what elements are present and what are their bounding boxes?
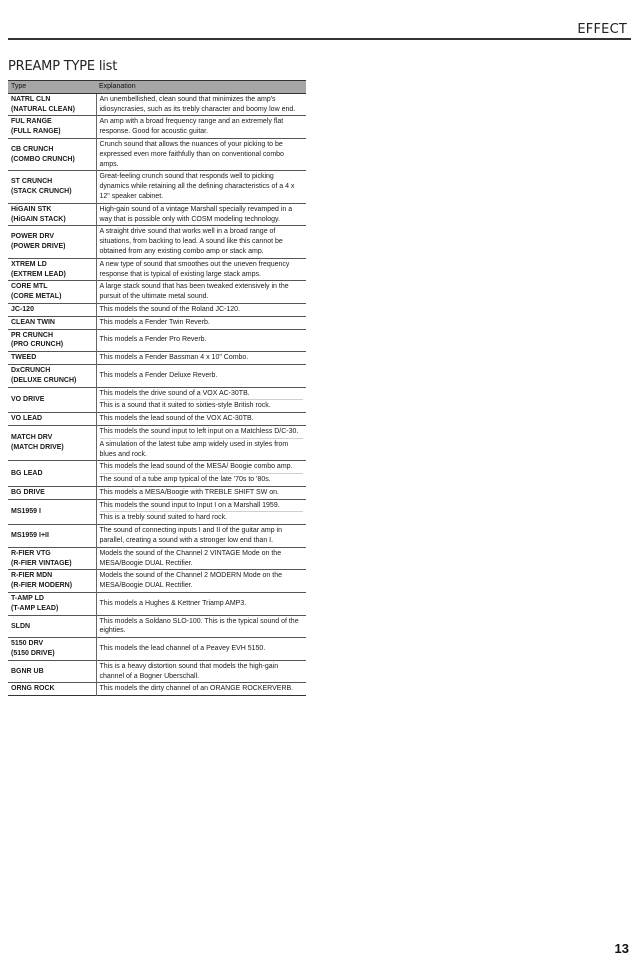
- explanation-text: This models a Fender Pro Reverb.: [99, 336, 207, 344]
- type-name: JC-120: [11, 305, 34, 313]
- type-name: MS1959 I: [11, 508, 41, 516]
- type-cell: [8, 570, 96, 593]
- table-body: [8, 93, 306, 695]
- type-name: VO LEAD: [11, 415, 43, 423]
- table-row: [8, 303, 306, 316]
- type-name: BGNR UB: [11, 667, 44, 675]
- table-row: [8, 258, 306, 281]
- type-name: HiGAIN STK: [11, 205, 52, 213]
- explanation-cell: [96, 352, 306, 365]
- explanation-text: This models the drive sound of a VOX AC-30TB.: [99, 389, 250, 397]
- explanation-text: Crunch sound that allows the nuances of your picking to be expressed even more faithfully than on conventional combo amps.: [99, 140, 284, 168]
- type-name: T-AMP LD: [11, 595, 44, 603]
- type-cell: [8, 281, 96, 304]
- explanation-text: This models the dirty channel of an ORANGE ROCKERVERB.: [99, 685, 294, 693]
- explanation-text: This models the sound of the Roland JC-120.: [99, 305, 240, 313]
- type-cell: [8, 547, 96, 570]
- type-cell: [8, 461, 96, 487]
- type-full-name: (PRO CRUNCH): [11, 341, 64, 349]
- table-row: [8, 638, 306, 661]
- type-name: TWEED: [11, 354, 37, 362]
- type-cell: [8, 615, 96, 638]
- table-row: [8, 660, 306, 683]
- type-cell: [8, 352, 96, 365]
- table-row: [8, 316, 306, 329]
- table-row: [8, 93, 306, 116]
- type-name: NATRL CLN: [11, 95, 51, 103]
- explanation-text: This is a heavy distortion sound that models the high-gain channel of a Bogner Uberschall.: [99, 662, 279, 680]
- table-row: [8, 547, 306, 570]
- type-full-name: (R-FIER MODERN): [11, 582, 73, 590]
- explanation-cell: [96, 615, 306, 638]
- type-full-name: (POWER DRIVE): [11, 243, 66, 251]
- explanation-cell: [96, 329, 306, 352]
- type-cell: [8, 593, 96, 616]
- type-name: FUL RANGE: [11, 118, 52, 126]
- type-cell: [8, 116, 96, 139]
- type-cell: [8, 683, 96, 696]
- explanation-text: This models the sound input to left input on a Matchless D/C-30.: [99, 427, 299, 435]
- table-row: [8, 461, 306, 487]
- table-row: [8, 203, 306, 226]
- type-name: DxCRUNCH: [11, 366, 51, 374]
- table-row: [8, 486, 306, 499]
- page-number: 13: [614, 941, 629, 956]
- explanation-text: A simulation of the latest tube amp widely used in styles from blues and rock.: [100, 438, 304, 460]
- table-row: [8, 364, 306, 387]
- explanation-cell: [96, 660, 306, 683]
- explanation-text: This models a MESA/Boogie with TREBLE SHIFT SW on.: [99, 488, 279, 496]
- type-name: SLDN: [11, 622, 31, 630]
- explanation-text: This models a Fender Bassman 4 x 10" Combo.: [99, 354, 249, 362]
- explanation-cell: [96, 138, 306, 170]
- type-name: R-FIER VTG: [11, 549, 51, 557]
- type-cell: [8, 525, 96, 548]
- type-cell: [8, 638, 96, 661]
- type-cell: [8, 413, 96, 426]
- explanation-cell: [96, 413, 306, 426]
- type-name: CLEAN TWIN: [11, 318, 55, 326]
- table-row: [8, 138, 306, 170]
- table-row: [8, 329, 306, 352]
- explanation-cell: [96, 281, 306, 304]
- type-cell: [8, 425, 96, 460]
- column-header-type: Type: [8, 81, 96, 94]
- table-row: [8, 413, 306, 426]
- type-full-name: (COMBO CRUNCH): [11, 155, 75, 163]
- explanation-cell: [96, 461, 306, 487]
- header-rule: [8, 38, 631, 40]
- type-cell: [8, 226, 96, 258]
- explanation-text: This models a Fender Twin Reverb.: [99, 318, 210, 326]
- type-cell: [8, 329, 96, 352]
- section-title: PREAMP TYPE list: [8, 59, 118, 74]
- explanation-text: Models the sound of the Channel 2 MODERN Mode on the MESA/Boogie DUAL Rectifier.: [99, 572, 282, 590]
- type-cell: [8, 303, 96, 316]
- explanation-cell: [96, 499, 306, 525]
- explanation-text: This models a Soldano SLO-100. This is the typical sound of the eighties.: [99, 617, 299, 635]
- explanation-cell: [96, 303, 306, 316]
- explanation-text: This is a sound that it suited to sixties-style British rock.: [100, 399, 304, 411]
- explanation-cell: [96, 547, 306, 570]
- explanation-text: The sound of a tube amp typical of the late '70s to '80s.: [100, 473, 304, 485]
- explanation-text: A large stack sound that has been tweaked extensively in the pursuit of the ultimate metal sound.: [99, 283, 289, 301]
- table-header-row: [8, 81, 306, 94]
- type-cell: [8, 486, 96, 499]
- type-name: XTREM LD: [11, 260, 47, 268]
- explanation-cell: [96, 364, 306, 387]
- type-name: ORNG ROCK: [11, 685, 55, 693]
- explanation-cell: [96, 93, 306, 116]
- type-name: PR CRUNCH: [11, 331, 53, 339]
- type-full-name: (CORE METAL): [11, 293, 62, 301]
- type-full-name: (MATCH DRIVE): [11, 444, 64, 452]
- explanation-text: This models a Hughes & Kettner Triamp AMP3.: [99, 599, 247, 607]
- explanation-cell: [96, 570, 306, 593]
- explanation-text: This is a trebly sound suited to hard rock.: [100, 511, 304, 523]
- type-full-name: (R-FIER VINTAGE): [11, 559, 72, 567]
- type-name: MS1959 I+II: [11, 532, 49, 540]
- table-row: [8, 171, 306, 203]
- explanation-cell: [96, 425, 306, 460]
- explanation-text: A new type of sound that smoothes out the uneven frequency response that is typical of existing large stack amps.: [99, 260, 290, 278]
- explanation-text: An unembellished, clean sound that minimizes the amp's idiosyncrasies, such as its trebly character and boomy low end.: [99, 95, 296, 113]
- explanation-text: A straight drive sound that works well in a broad range of situations, from backing to lead. A sound like this cannot be obtained from any existing combo amp or stack amp.: [99, 228, 283, 255]
- type-cell: [8, 203, 96, 226]
- explanation-cell: [96, 683, 306, 696]
- type-name: 5150 DRV: [11, 640, 44, 648]
- explanation-text: This models the lead sound of the MESA/ Boogie combo amp.: [99, 463, 293, 471]
- explanation-text: Models the sound of the Channel 2 VINTAGE Mode on the MESA/Boogie DUAL Rectifier.: [99, 549, 282, 567]
- type-full-name: (DELUXE CRUNCH): [11, 376, 77, 384]
- explanation-text: This models the sound input to Input I on a Marshall 1959.: [99, 501, 280, 509]
- table-row: [8, 425, 306, 460]
- explanation-text: Great-feeling crunch sound that responds well to picking dynamics while retaining all the defining characteristics of a 4 x 12" speaker cabinet.: [99, 173, 295, 200]
- type-cell: [8, 138, 96, 170]
- explanation-text: This models the lead channel of a Peavey EVH 5150.: [99, 645, 266, 653]
- table-row: [8, 352, 306, 365]
- explanation-cell: [96, 387, 306, 413]
- type-cell: [8, 387, 96, 413]
- type-name: CB CRUNCH: [11, 145, 54, 153]
- table-row: [8, 387, 306, 413]
- explanation-text: An amp with a broad frequency range and an extremely flat response. Good for acoustic guitar.: [99, 118, 284, 136]
- table-row: [8, 281, 306, 304]
- explanation-cell: [96, 316, 306, 329]
- explanation-text: This models the lead sound of the VOX AC-30TB.: [99, 415, 254, 423]
- explanation-cell: [96, 203, 306, 226]
- type-name: POWER DRV: [11, 233, 55, 241]
- table-row: [8, 683, 306, 696]
- preamp-type-table: [8, 80, 306, 696]
- type-full-name: (NATURAL CLEAN): [11, 105, 75, 113]
- table-row: [8, 570, 306, 593]
- type-full-name: (5150 DRIVE): [11, 650, 55, 658]
- explanation-text: High-gain sound of a vintage Marshall specially revamped in a way that is possible only with COSM modeling technology.: [99, 205, 293, 223]
- type-cell: [8, 499, 96, 525]
- type-cell: [8, 171, 96, 203]
- table-row: [8, 615, 306, 638]
- explanation-text: The sound of connecting inputs I and II of the guitar amp in parallel, creating a sound with a stronger low end than I.: [99, 527, 283, 545]
- type-name: BG LEAD: [11, 469, 43, 477]
- type-full-name: (HiGAIN STACK): [11, 215, 66, 223]
- type-name: ST CRUNCH: [11, 178, 53, 186]
- explanation-cell: [96, 226, 306, 258]
- explanation-cell: [96, 525, 306, 548]
- type-name: MATCH DRV: [11, 434, 53, 442]
- type-name: BG DRIVE: [11, 488, 45, 496]
- type-cell: [8, 660, 96, 683]
- header-title: EFFECT: [577, 22, 627, 37]
- type-cell: [8, 93, 96, 116]
- explanation-cell: [96, 486, 306, 499]
- type-name: VO DRIVE: [11, 395, 45, 403]
- explanation-cell: [96, 258, 306, 281]
- table-row: [8, 525, 306, 548]
- table-row: [8, 593, 306, 616]
- explanation-cell: [96, 116, 306, 139]
- type-full-name: (EXTREM LEAD): [11, 270, 66, 278]
- table-row: [8, 499, 306, 525]
- explanation-text: This models a Fender Deluxe Reverb.: [99, 371, 218, 379]
- type-full-name: (STACK CRUNCH): [11, 188, 72, 196]
- type-name: CORE MTL: [11, 283, 48, 291]
- table-row: [8, 116, 306, 139]
- type-full-name: (T-AMP LEAD): [11, 604, 59, 612]
- column-header-explanation: Explanation: [96, 81, 306, 94]
- type-name: R-FIER MDN: [11, 572, 53, 580]
- type-cell: [8, 364, 96, 387]
- type-full-name: (FULL RANGE): [11, 128, 61, 136]
- type-cell: [8, 258, 96, 281]
- explanation-cell: [96, 638, 306, 661]
- explanation-cell: [96, 171, 306, 203]
- type-cell: [8, 316, 96, 329]
- table-row: [8, 226, 306, 258]
- explanation-cell: [96, 593, 306, 616]
